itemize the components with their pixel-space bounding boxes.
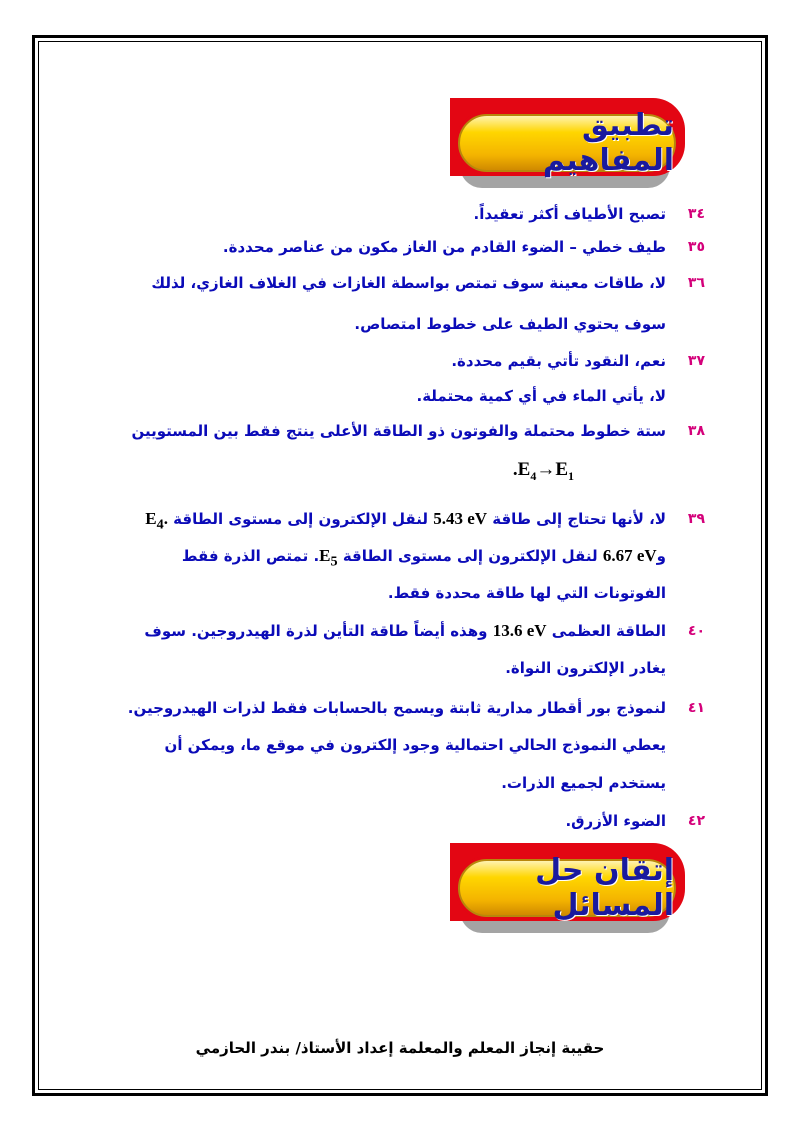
answer-number: ٣٦ <box>687 275 705 291</box>
answer-number: ٣٩ <box>687 511 705 527</box>
answer-text: طيف خطي – الضوء القادم من الغاز مكون من عناصر محددة. <box>222 238 666 256</box>
answer-text: الضوء الأزرق. <box>565 812 666 830</box>
answer-text: ستة خطوط محتملة والفوتون ذو الطاقة الأعلى ينتج فقط بين المستويين <box>131 422 666 440</box>
answer-number: ٣٤ <box>687 206 705 222</box>
answer-text: الطاقة العظمى 13.6 eV وهذه أيضاً طاقة التأين لذرة الهيدروجين. سوف <box>144 621 666 640</box>
answer-text: الفوتونات التي لها طاقة محددة فقط. <box>387 584 666 602</box>
answer-number: ٣٨ <box>687 423 705 439</box>
answer-number: ٣٧ <box>687 353 705 369</box>
concepts-banner <box>450 98 700 193</box>
answer-text: لنموذج بور أقطار مدارية ثابتة ويسمح بالحسابات فقط لذرات الهيدروجين. <box>127 699 666 717</box>
answer-text: يغادر الإلكترون النواة. <box>505 659 666 677</box>
concepts-banner-title: تطبيق المفاهيم <box>542 108 674 178</box>
problems-banner <box>450 843 700 938</box>
answer-number: ٣٥ <box>687 239 705 255</box>
answer-text: لا، يأتي الماء في أي كمية محتملة. <box>416 387 666 405</box>
answer-number: ٤٠ <box>687 623 705 639</box>
answer-text: يعطي النموذج الحالي احتمالية وجود إلكترون في موقع ما، ويمكن أن <box>164 736 666 754</box>
answer-number: ٤٢ <box>687 813 705 829</box>
answer-text: تصبح الأطياف أكثر تعقيداً. <box>473 205 666 223</box>
answer-text: سوف يحتوي الطيف على خطوط امتصاص. <box>354 315 666 333</box>
energy-transition-formula: $.E_4\to E_1$ <box>512 459 574 483</box>
problems-banner-title: إتقان حل المسائل <box>535 853 674 923</box>
answer-text: يستخدم لجميع الذرات. <box>501 774 666 792</box>
answer-text: لا، طاقات معينة سوف تمتص بواسطة الغازات في الغلاف الغازي، لذلك <box>151 274 666 292</box>
answer-text: نعم، النقود تأتي بقيم محددة. <box>451 352 666 370</box>
arrow-icon: → <box>536 459 556 480</box>
page-footer: حقيبة إنجاز المعلم والمعلمة إعداد الأستاذ/ بندر الحازمي <box>195 1039 605 1057</box>
answer-number: ٤١ <box>687 700 705 716</box>
answer-text: و6.67 eV لنقل الإلكترون إلى مستوى الطاقة $E_5$. تمتص الذرة فقط <box>181 546 666 570</box>
answer-text: لا، لأنها تحتاج إلى طاقة 5.43 eV لنقل الإلكترون إلى مستوى الطاقة $E_4$. <box>145 509 666 533</box>
